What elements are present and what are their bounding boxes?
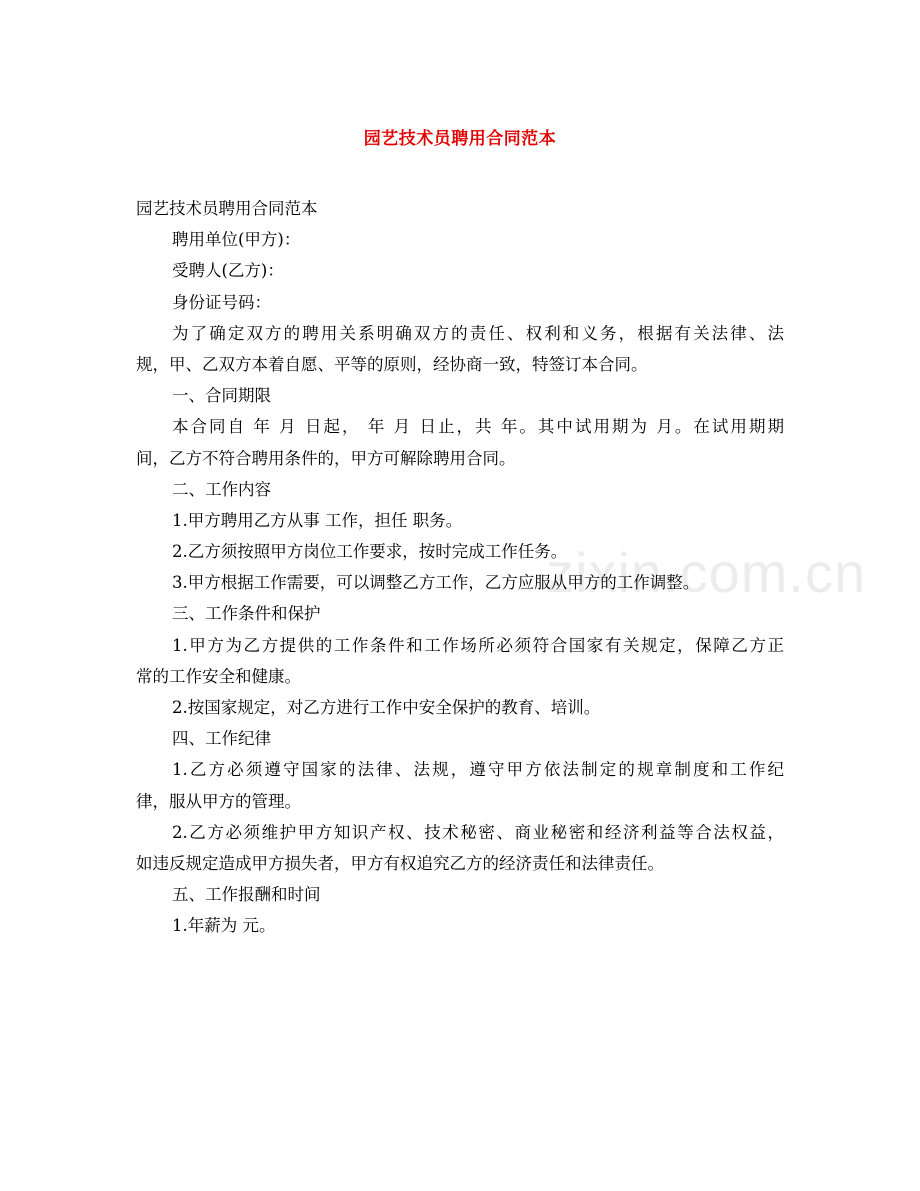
conditions-clause-1-line-2: 常的工作安全和健康。 [136,666,301,686]
work-content-clause-1: 1.甲方聘用乙方从事 工作，担任 职务。 [172,510,463,530]
document-title: 园艺技术员聘用合同范本 [363,129,557,149]
employer-field-line: 聘用单位(甲方)： [172,230,301,250]
section-heading-conditions: 三、工作条件和保护 [172,604,321,624]
preamble-line-2: 规，甲、乙双方本着自愿、平等的原则，经协商一致，特签订本合同。 [136,354,648,374]
discipline-clause-1-line-2: 律，服从甲方的管理。 [136,791,301,811]
watermark-logo: zixin.com.cn [546,541,867,604]
document-body [136,193,784,942]
conditions-clause-2: 2.按国家规定，对乙方进行工作中安全保护的教育、培训。 [172,698,601,717]
term-clause-line-2: 间，乙方不符合聘用条件的，甲方可解除聘用合同。 [136,448,516,468]
pay-clause-1: 1.年薪为 元。 [172,916,276,936]
term-clause-line-1: 本合同自 年 月 日起， 年 月 日止，共 年。其中试用期为 月。在试用期期 [172,417,784,437]
preamble-line-1: 为了确定双方的聘用关系明确双方的责任、权利和义务，根据有关法律、法 [172,323,784,343]
section-heading-work-content: 二、工作内容 [172,479,271,499]
conditions-clause-1-line-1: 1.甲方为乙方提供的工作条件和工作场所必须符合国家有关规定，保障乙方正 [172,635,784,655]
body-heading-line: 园艺技术员聘用合同范本 [136,199,318,218]
work-content-clause-2: 2.乙方须按照甲方岗位工作要求，按时完成工作任务。 [172,542,568,562]
discipline-clause-1-line-1: 1.乙方必须遵守国家的法律、法规，遵守甲方依法制定的规章制度和工作纪 [172,760,784,780]
employee-field-line: 受聘人(乙方)： [172,261,284,281]
section-heading-discipline: 四、工作纪律 [172,729,271,749]
id-number-field-line: 身份证号码： [172,292,271,312]
discipline-clause-2-line-2: 如违反规定造成甲方损失者，甲方有权追究乙方的经济责任和法律责任。 [136,853,664,873]
work-content-clause-3: 3.甲方根据工作需要，可以调整乙方工作，乙方应服从甲方的工作调整。 [172,573,700,593]
section-heading-pay: 五、工作报酬和时间 [172,885,321,905]
section-heading-term: 一、合同期限 [172,386,271,406]
discipline-clause-2-line-1: 2.乙方必须维护甲方知识产权、技术秘密、商业秘密和经济利益等合法权益， [172,822,784,842]
